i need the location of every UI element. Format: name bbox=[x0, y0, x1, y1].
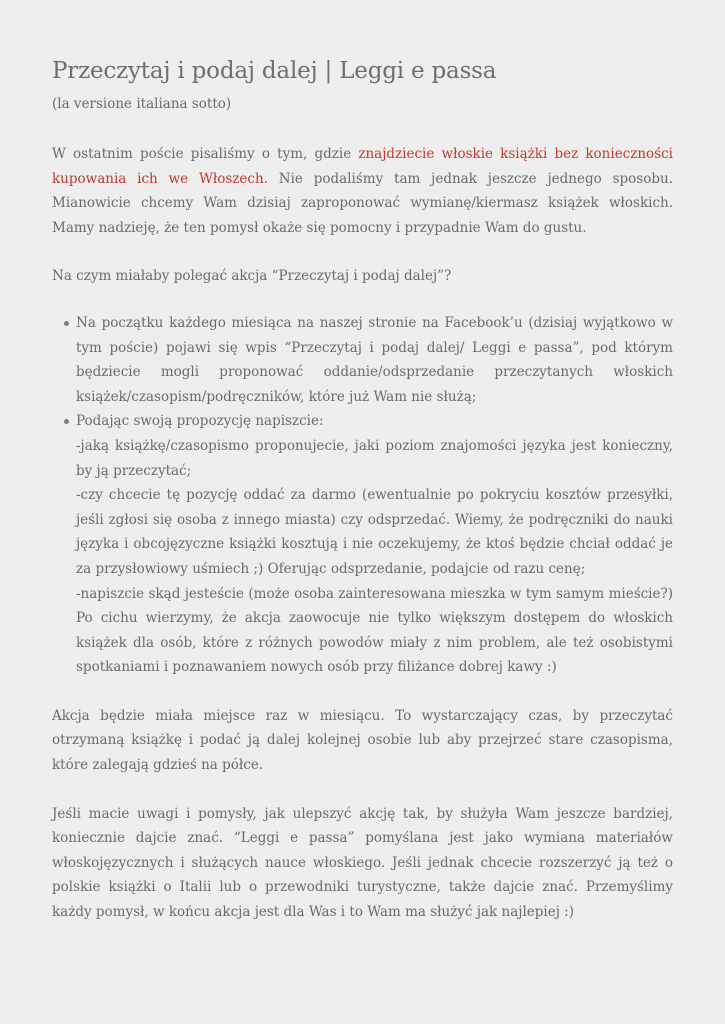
rules-list bbox=[52, 311, 673, 680]
list-item: Na początku każdego miesiąca na naszej stronie na Facebook’u (dzisiaj wyjątkowo w tym poście) pojawi się wpis “Przeczytaj i podaj dalej/ Leggi e passa”, pod którym będziecie mogli proponować oddanie/odsprzedanie przeczytanych włoskich książek/czasopism/podręczników, które już Wam nie służą; bbox=[76, 311, 673, 409]
list-item-line: -napiszcie skąd jesteście (może osoba zainteresowana mieszka w tym samym mieście?) Po cichu wierzymy, że akcja zaowocuje nie tylko większym dostępem do włoskich książek dla osób, które z różnych powodów miały z nim problem, ale też osobistymi spotkaniami i poznawaniem nowych osób przy filiżance dobrej kawy :) bbox=[76, 585, 673, 676]
article-subtitle: (la versione italiana sotto) bbox=[52, 96, 232, 112]
list-item-line: -jaką książkę/czasopismo proponujecie, jaki poziom znajomości języka jest konieczny, by ją przeczytać; bbox=[76, 437, 673, 479]
italian-books-link[interactable]: znajdziecie włoskie książki bez konieczności kupowania ich we Włoszech bbox=[52, 146, 673, 187]
intro-paragraph bbox=[52, 142, 673, 240]
intro-text-before-link: W ostatnim poście pisaliśmy o tym, gdzie bbox=[52, 146, 359, 162]
question-paragraph: Na czym miałaby polegać akcja “Przeczytaj i podaj dalej”? bbox=[52, 268, 452, 285]
ideas-paragraph: Jeśli macie uwagi i pomysły, jak ulepszyć akcję tak, by służyła Wam jeszcze bardziej, koniecznie dajcie znać. “Leggi e passa” pomyślana jest jako wymiana materiałów włoskojęzycznych i służących nauce włoskiego. Jeśli jednak chcecie rozszerzyć ją też o polskie książki o Italii lub o przewodniki turystyczne, także dajcie znać. Przemyślimy każdy pomysł, w końcu akcja jest dla Was i to Wam ma służyć jak najlepiej :) bbox=[52, 805, 673, 921]
list-item-intro: Podając swoją propozycję napiszcie: bbox=[76, 413, 324, 430]
list-item-line: -czy chcecie tę pozycję oddać za darmo (ewentualnie po pokryciu kosztów przesyłki, jeśli zgłosi się osoba z innego miasta) czy odsprzedać. Wiemy, że podręczniki do nauki języka i obcojęzyczne książki kosztują i nie oczekujemy, że ktoś będzie chciał oddać je za przysłowiowy uśmiech ;) Oferując odsprzedanie, podajcie od razu cenę; bbox=[76, 487, 673, 577]
monthly-paragraph: Akcja będzie miała miejsce raz w miesiącu. To wystarczający czas, by przeczytać otrzymaną książkę i podać ją dalej kolejnej osobie lub aby przejrzeć stare czasopisma, które zalegają gdzieś na półce. bbox=[52, 707, 673, 774]
list-item bbox=[76, 409, 673, 680]
intro-text-after-link: . Nie podaliśmy tam jednak jeszcze jednego sposobu. Mianowicie chcemy Wam dzisiaj zaproponować wymianę/kiermasz książek włoskich. Mamy nadzieję, że ten pomysł okaże się pomocny i przypadnie Wam do gustu. bbox=[52, 170, 673, 236]
article-title: Przeczytaj i podaj dalej | Leggi e passa bbox=[52, 58, 497, 84]
